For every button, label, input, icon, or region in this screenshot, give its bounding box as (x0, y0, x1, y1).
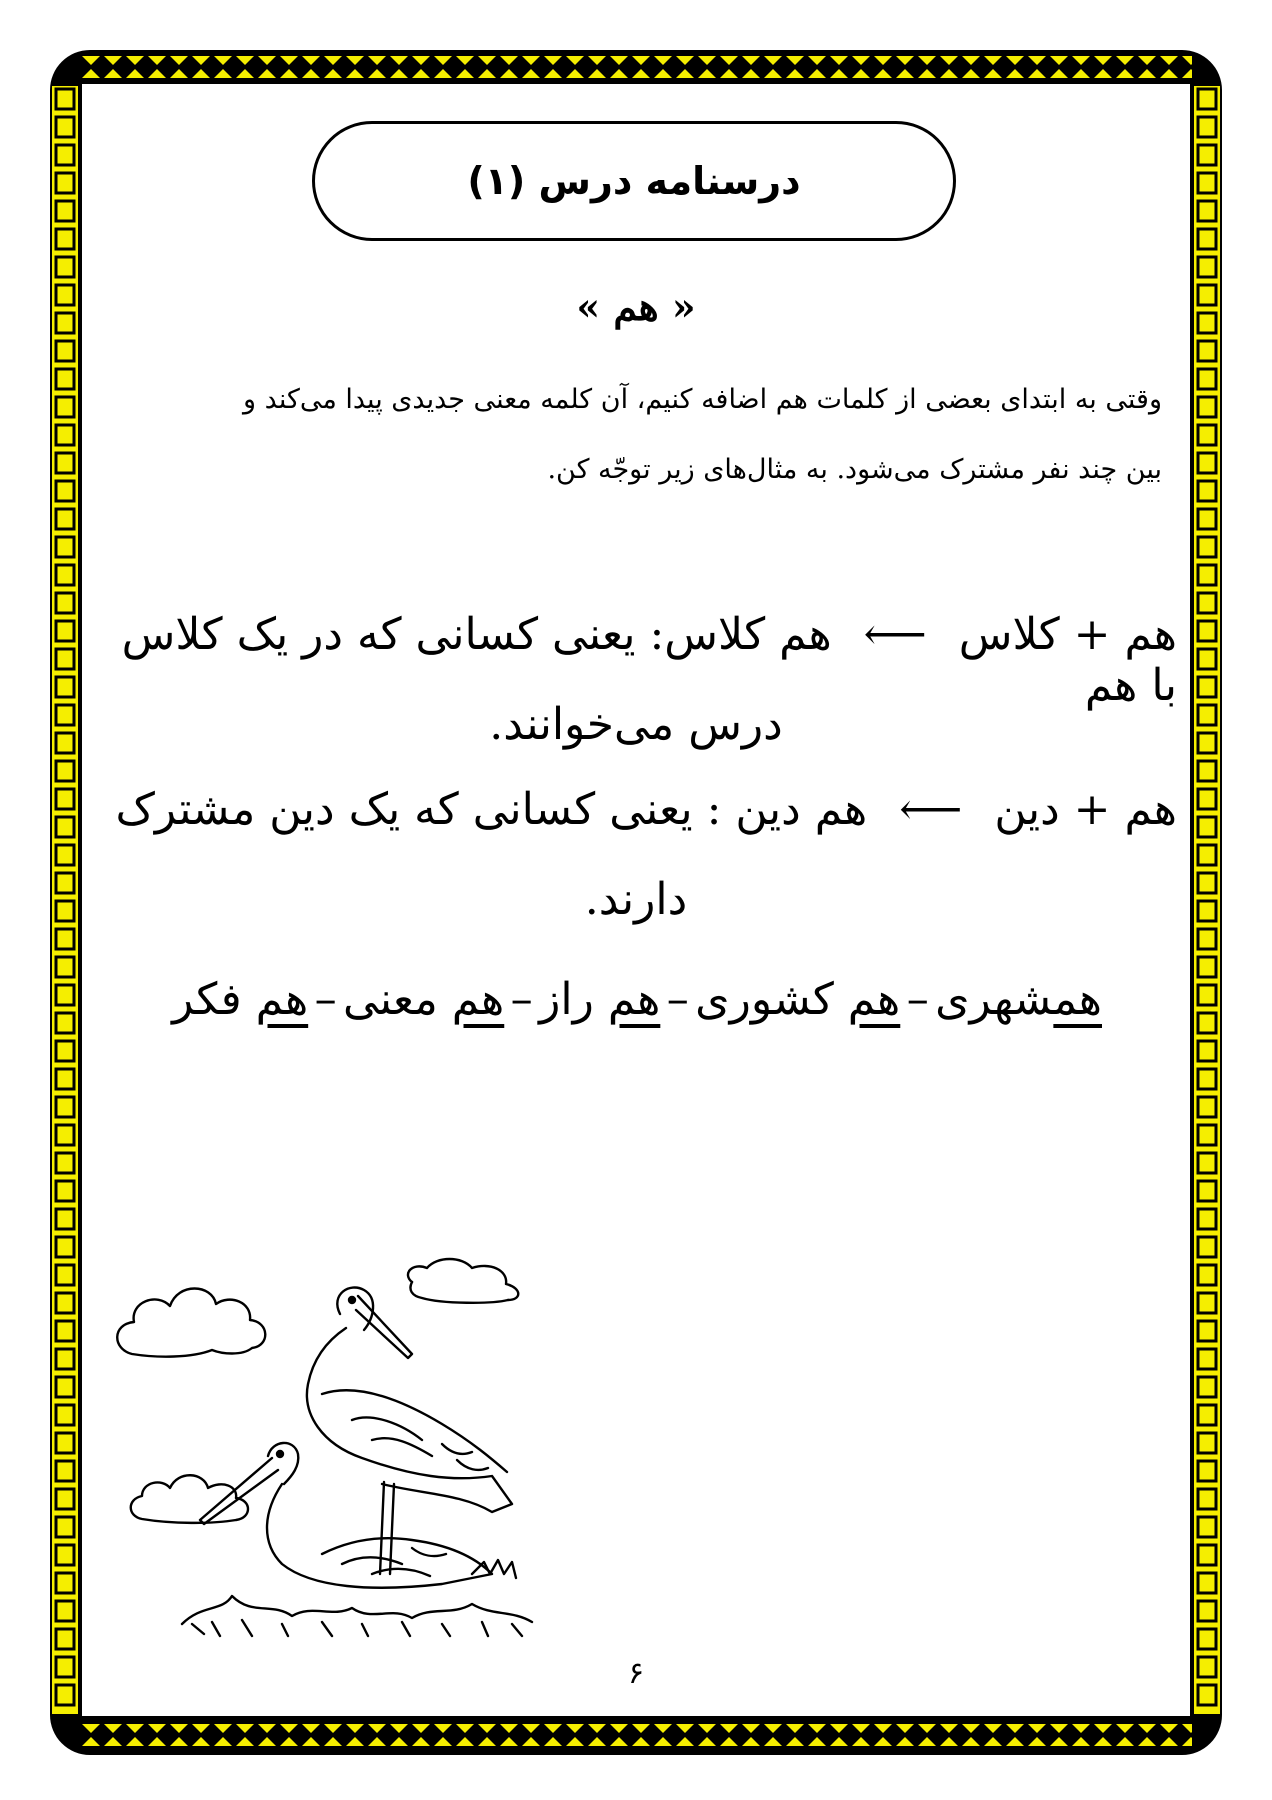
bottom-border-pattern (80, 1720, 1192, 1750)
cloud-icon (117, 1289, 265, 1357)
right-border-pattern (1194, 86, 1220, 1714)
compound-words-list (172, 974, 1102, 1025)
intro-line-1: وقتی به ابتدای بعضی از کلمات هم اضافه کنیم، آن کلمه معنی جدیدی پیدا می‌کند و (243, 384, 1162, 415)
compound-word: هم فکر (172, 974, 309, 1025)
example-1-right: هم کلاس: یعنی کسانی که در یک کلاس با هم (121, 609, 1177, 711)
example-2-right: هم دین : یعنی کسانی که یک دین مشترک (115, 784, 868, 835)
lesson-heading: « هم » (576, 284, 696, 329)
intro-line-2: بین چند نفر مشترک می‌شود. به مثال‌های زیر توجّه کن. (547, 454, 1162, 485)
word-separator: – (666, 974, 689, 1025)
word-separator: – (906, 974, 929, 1025)
top-border-pattern (80, 52, 1192, 82)
arrow-icon: ⟵ (863, 609, 927, 660)
compound-word: هم کشوری (695, 974, 901, 1025)
word-separator: – (510, 974, 533, 1025)
cloud-icon (408, 1259, 518, 1303)
page-number: ۶ (627, 1656, 645, 1691)
example-1-continuation: درس می‌خوانند. (489, 699, 783, 750)
left-border-pattern (52, 86, 78, 1714)
example-2-left: هم + دین (994, 784, 1177, 835)
page-title: درسنامه درس (۱) (467, 159, 801, 203)
storks-illustration (112, 1244, 572, 1648)
example-2-line (97, 784, 1177, 835)
compound-word: هم معنی (343, 974, 505, 1025)
worksheet-page (82, 84, 1190, 1716)
cloud-icon (131, 1475, 248, 1523)
stork-icon (200, 1443, 492, 1588)
example-1-left: هم + کلاس (958, 609, 1177, 660)
stork-icon (307, 1287, 512, 1574)
example-1-line (97, 609, 1177, 711)
compound-word: هم راز (539, 974, 661, 1025)
compound-word: همشهری (935, 974, 1102, 1025)
nest-icon (182, 1560, 532, 1636)
example-2-continuation: دارند. (584, 874, 688, 925)
title-box (312, 121, 956, 241)
arrow-icon: ⟵ (899, 784, 963, 835)
word-separator: – (314, 974, 337, 1025)
